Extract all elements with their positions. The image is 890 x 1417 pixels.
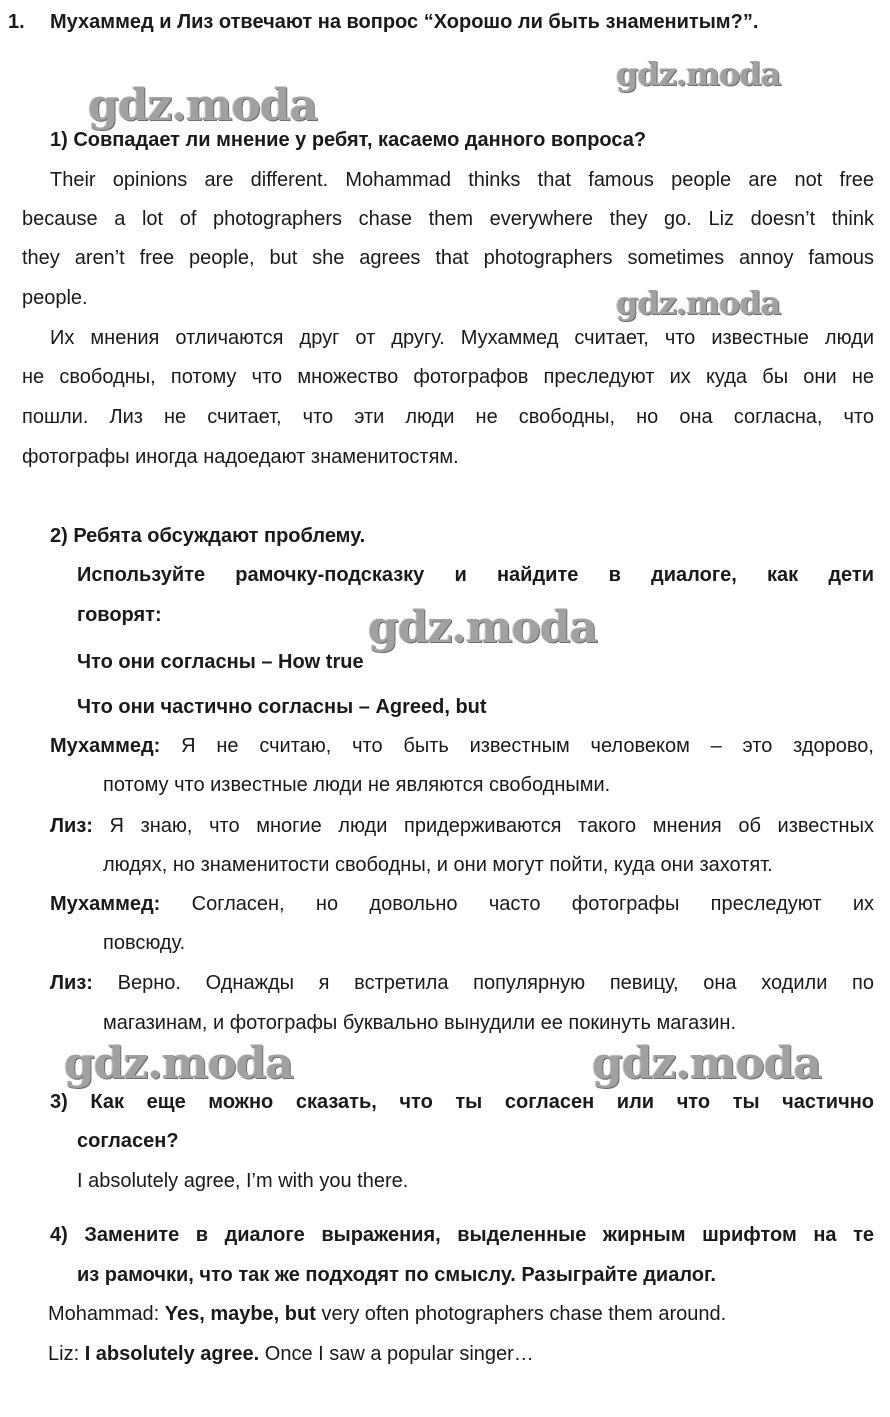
dialogue-line xyxy=(50,892,874,916)
q4-heading-cont: из рамочки, что так же подходят по смыслу. Разыграйте диалог. xyxy=(77,1264,716,1286)
q4-dialogue-line xyxy=(48,1342,534,1366)
q1-en-line: they aren’t free people, but she agrees that photographers sometimes annoy famous xyxy=(22,247,874,269)
watermark: gdz.moda xyxy=(88,80,318,131)
q1-heading: 1) Совпадает ли мнение у ребят, касаемо данного вопроса? xyxy=(50,129,647,151)
dialogue-line: повсюду. xyxy=(103,932,186,954)
watermark: gdz.moda xyxy=(64,1038,294,1089)
watermark: gdz.moda xyxy=(616,284,781,322)
q3-answer: I absolutely agree, I’m with you there. xyxy=(77,1170,409,1192)
q1-en-line: Their opinions are different. Mohammad thinks that famous people are not free xyxy=(50,169,874,191)
watermark: gdz.moda xyxy=(368,602,598,653)
dialogue-text: Once I saw a popular singer… xyxy=(264,1343,534,1365)
speaker: Mohammad: xyxy=(48,1303,160,1325)
dialogue-line: потому что известные люди не являются свободными. xyxy=(103,774,611,796)
q2-heading: 2) Ребята обсуждают проблему. xyxy=(50,525,366,547)
dialogue-line xyxy=(50,971,874,995)
q4-heading: 4) Замените в диалоге выражения, выделенные жирным шрифтом на те xyxy=(50,1224,874,1246)
q1-en-line: people. xyxy=(22,287,88,309)
bold-phrase: I absolutely agree. xyxy=(84,1343,260,1365)
dialogue-text: very often photographers chase them around. xyxy=(321,1303,727,1325)
dialogue-line: людях, но знаменитости свободны, и они могут пойти, куда они захотят. xyxy=(103,854,773,876)
q4-dialogue-line xyxy=(48,1302,726,1326)
speaker: Лиз: xyxy=(50,972,93,994)
watermark: gdz.moda xyxy=(616,55,781,93)
speaker: Лиз: xyxy=(50,815,93,837)
speaker: Liz: xyxy=(48,1343,80,1365)
speaker: Мухаммед: xyxy=(50,735,161,757)
dialogue-text: Согласен, но довольно часто фотографы преследуют их xyxy=(191,893,874,915)
dialogue-text: Я знаю, что многие люди придерживаются такого мнения об известных xyxy=(109,815,874,837)
q2-instruction: Используйте рамочку-подсказку и найдите в диалоге, как дети xyxy=(77,564,874,586)
q1-ru-line: не свободны, потому что множество фотографов преследуют их куда бы они не xyxy=(22,366,874,388)
dialogue-text: Я не считаю, что быть известным человеком – это здорово, xyxy=(181,735,874,757)
q3-heading: 3) Как еще можно сказать, что ты согласен или что ты частично xyxy=(50,1091,874,1113)
dialogue-line xyxy=(50,814,874,838)
q2-instruction: говорят: xyxy=(77,604,162,626)
watermark: gdz.moda xyxy=(592,1038,822,1089)
task-title: Мухаммед и Лиз отвечают на вопрос “Хорошо ли быть знаменитым?”. xyxy=(50,11,759,33)
speaker: Мухаммед: xyxy=(50,893,161,915)
q1-ru-line: Их мнения отличаются друг от другу. Мухаммед считает, что известные люди xyxy=(50,327,874,349)
q1-ru-line: пошли. Лиз не считает, что эти люди не свободны, но она согласна, что xyxy=(22,406,874,428)
task-number: 1. xyxy=(8,11,25,33)
dialogue-text: Верно. Однажды я встретила популярную певицу, она ходили по xyxy=(117,972,874,994)
bold-phrase: Yes, maybe, but xyxy=(164,1303,316,1325)
q3-heading-cont: согласен? xyxy=(77,1130,179,1152)
q1-en-line: because a lot of photographers chase them everywhere they go. Liz doesn’t think xyxy=(22,208,874,230)
dialogue-line: магазинам, и фотографы буквально вынудили ее покинуть магазин. xyxy=(103,1012,737,1034)
dialogue-line xyxy=(50,734,874,758)
q2-agree: Что они согласны – How true xyxy=(77,651,364,673)
q1-ru-line: фотографы иногда надоедают знаменитостям. xyxy=(22,446,459,468)
q2-partly-agree: Что они частично согласны – Agreed, but xyxy=(77,696,487,718)
